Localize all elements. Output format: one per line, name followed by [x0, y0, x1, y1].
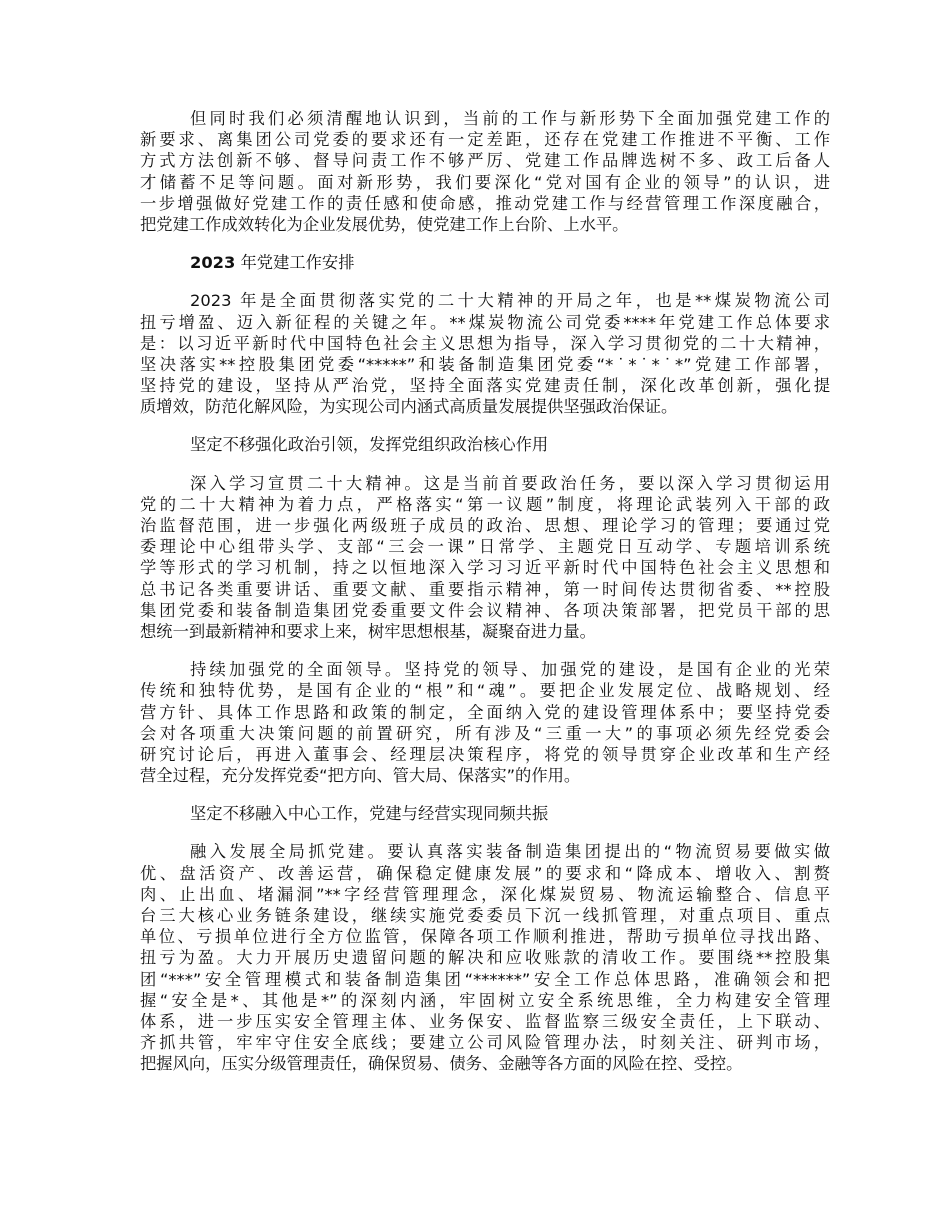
paragraph-line: 但同时我们必须清醒地认识到，当前的工作与新形势下全面加强党建工作的 — [190, 109, 830, 128]
intro-paragraph — [140, 108, 830, 235]
paragraph-line: 治监督范围，进一步强化两级班子成员的政治、思想、理论学习的管理；要通过党 — [140, 516, 830, 535]
paragraph-line: 优、盘活资产、改善运营，确保稳定健康发展”的要求和“降成本、增收入、割赘 — [140, 863, 830, 883]
paragraph-line: 新要求、离集团公司党委的要求还有一定差距，还存在党建工作推进不平衡、工作 — [140, 130, 830, 150]
paragraph-line: 扭亏增盈、迈入新征程的关键之年。**煤炭物流公司党委****年党建工作总体要求 — [140, 312, 830, 332]
paragraph-line: 营全过程，充分发挥党委“把方向、管大局、保落实”的作用。 — [140, 766, 581, 786]
document-page — [140, 108, 830, 1092]
paragraph-line: 团“***”安全管理模式和装备制造集团“******”安全工作总体思路，准确领会和把 — [140, 969, 830, 989]
paragraph-line: 营方针、具体工作思路和政策的制定，全面纳入党的建设管理体系中；要坚持党委 — [140, 702, 830, 722]
paragraph-line: 坚决落实**控股集团党委“*****”和装备制造集团党委“*˙*˙*˙*”党建工作部署， — [140, 354, 830, 374]
paragraph-line: 把党建工作成效转化为企业发展优势，使党建工作上台阶、上水平。 — [140, 214, 629, 234]
plan-paragraph — [140, 290, 830, 417]
paragraph-line: 台三大核心业务链条建设，继续实施党委委员下沉一线抓管理，对重点项目、重点 — [140, 906, 830, 925]
paragraph-line: 深入学习宣贯二十大精神。这是当前首要政治任务，要以深入学习贯彻运用 — [190, 473, 830, 493]
paragraph-line: 扭亏为盈。大力开展历史遗留问题的解决和应收账款的清收工作。要围绕**控股集 — [140, 948, 830, 968]
paragraph-line: 传统和独特优势，是国有企业的“根”和“魂”。要把企业发展定位、战略规划、经 — [140, 681, 830, 701]
paragraph-line: 会对各项重大决策问题的前置研究，所有涉及“三重一大”的事项必须先经党委会 — [140, 723, 830, 743]
paragraph-line: 质增效，防范化解风险，为实现公司内涵式高质量发展提供坚强政治保证。 — [140, 397, 678, 417]
paragraph-line: 握“安全是*、其他是*”的深刻内涵，牢固树立安全系统思维，全力构建安全管理 — [140, 990, 830, 1010]
section-heading-politics: 坚定不移强化政治引领，发挥党组织政治核心作用 — [190, 435, 549, 455]
paragraph-line: 学等形式的学习机制，持之以恒地深入学习习近平新时代中国特色社会主义思想和 — [140, 558, 830, 578]
paragraph-line: 肉、止出血、堵漏洞”**字经营管理理念，深化煤炭贸易、物流运输整合、信息平 — [140, 884, 830, 904]
heading-text: 年党建工作安排 — [235, 253, 355, 273]
paragraph-line: 体系，进一步压实安全管理主体、业务保安、监督监察三级安全责任，上下联动、 — [140, 1011, 830, 1031]
study-paragraph — [140, 473, 830, 643]
paragraph-line: 才储蓄不足等问题。面对新形势，我们要深化“党对国有企业的领导”的认识，进 — [140, 172, 830, 192]
paragraph-line: 单位、亏损单位进行全方位监管，保障各项工作顺利推进，帮助亏损单位寻找出路、 — [140, 927, 830, 947]
paragraph-line: 2023 年是全面贯彻落实党的二十大精神的开局之年，也是**煤炭物流公司 — [190, 291, 830, 311]
section-heading-center: 坚定不移融入中心工作，党建与经营实现同频共振 — [190, 804, 549, 824]
paragraph-line: 坚持党的建设，坚持从严治党，坚持全面落实党建责任制，深化改革创新，强化提 — [140, 376, 830, 396]
paragraph-line: 集团党委和装备制造集团党委重要文件会议精神、各项决策部署，把党员干部的思 — [140, 600, 830, 620]
heading-year: 2023 — [190, 253, 236, 273]
paragraph-line: 齐抓共管，牢牢守住安全底线；要建立公司风险管理办法，时刻关注、研判市场， — [140, 1033, 830, 1053]
paragraph-line: 把握风向，压实分级管理责任，确保贸易、债务、金融等各方面的风险在控、受控。 — [140, 1054, 743, 1074]
paragraph-line: 持续加强党的全面领导。坚持党的领导、加强党的建设，是国有企业的光荣 — [190, 660, 830, 680]
leadership-paragraph — [140, 659, 830, 786]
section-heading-2023 — [140, 252, 830, 273]
paragraph-line: 融入发展全局抓党建。要认真落实装备制造集团提出的“物流贸易要做实做 — [190, 842, 830, 862]
paragraph-line: 研究讨论后，再进入董事会、经理层决策程序，将党的领导贯穿企业改革和生产经 — [140, 744, 830, 764]
paragraph-line: 想统一到最新精神和要求上来，树牢思想根基，凝聚奋进力量。 — [140, 621, 596, 641]
paragraph-line: 委理论中心组带头学、支部“三会一课”日常学、主题党日互动学、专题培训系统 — [140, 537, 830, 557]
paragraph-line: 党的二十大精神为着力点，严格落实“第一议题”制度，将理论武装列入干部的政 — [140, 494, 830, 514]
paragraph-line: 是：以习近平新时代中国特色社会主义思想为指导，深入学习贯彻党的二十大精神， — [140, 333, 830, 353]
paragraph-line: 总书记各类重要讲话、重要文献、重要指示精神，第一时间传达贯彻省委、**控股 — [140, 579, 830, 599]
integration-paragraph — [140, 841, 830, 1074]
paragraph-line: 方式方法创新不够、督导问责工作不够严厉、党建工作品牌选树不多、政工后备人 — [140, 151, 830, 171]
paragraph-line: 一步增强做好党建工作的责任感和使命感，推动党建工作与经营管理工作深度融合， — [140, 193, 830, 213]
